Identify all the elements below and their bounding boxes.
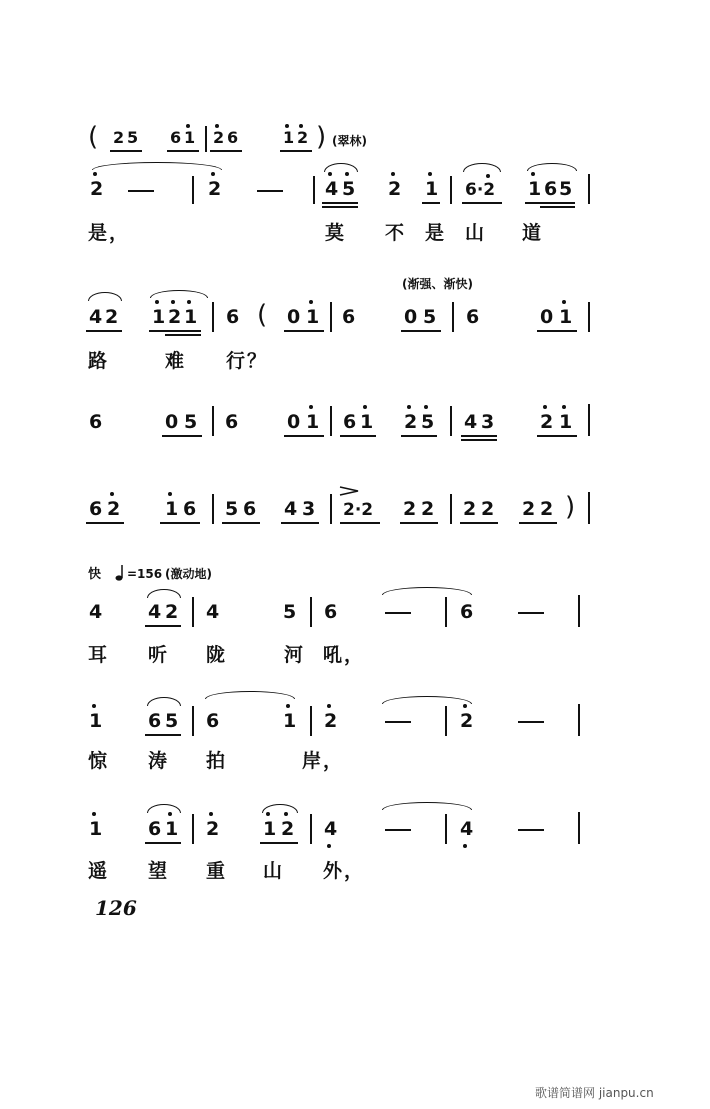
octave-dot bbox=[363, 405, 367, 409]
barline bbox=[192, 706, 194, 736]
octave-dot bbox=[424, 405, 428, 409]
note: 1 bbox=[184, 128, 196, 147]
barline bbox=[588, 492, 590, 524]
octave-dot bbox=[92, 704, 96, 708]
lyric: 吼， bbox=[323, 644, 366, 666]
note: 3 bbox=[481, 411, 495, 433]
underline bbox=[110, 150, 142, 152]
underline bbox=[525, 202, 575, 204]
note: 5 bbox=[421, 411, 435, 433]
underline bbox=[340, 522, 380, 524]
note: 6 bbox=[183, 498, 197, 520]
note: 4 bbox=[460, 818, 474, 840]
octave-dot bbox=[285, 124, 289, 128]
note: 2 bbox=[213, 128, 225, 147]
octave-dot bbox=[155, 300, 159, 304]
note: 6 bbox=[170, 128, 182, 147]
note: 6 bbox=[243, 498, 257, 520]
note: 1 bbox=[306, 306, 320, 328]
note: 2 bbox=[281, 818, 295, 840]
slur bbox=[147, 804, 181, 813]
octave-dot bbox=[299, 124, 303, 128]
note: 0 bbox=[540, 306, 554, 328]
lyric: 重 bbox=[206, 860, 228, 882]
note: 2 bbox=[540, 498, 554, 520]
note: 6 bbox=[227, 128, 239, 147]
note: 0 bbox=[287, 306, 301, 328]
low-octave-dot bbox=[463, 844, 467, 848]
lyric: 难 bbox=[165, 350, 187, 372]
octave-dot bbox=[309, 405, 313, 409]
slur bbox=[88, 292, 122, 301]
note: 1 bbox=[283, 128, 295, 147]
role-label: (翠林) bbox=[332, 134, 367, 148]
note: 1 bbox=[360, 411, 374, 433]
underline bbox=[460, 522, 498, 524]
octave-dot bbox=[327, 704, 331, 708]
underline bbox=[284, 330, 324, 332]
slur bbox=[262, 804, 298, 813]
underline bbox=[401, 435, 437, 437]
tie bbox=[150, 290, 208, 298]
octave-dot bbox=[562, 405, 566, 409]
tie bbox=[382, 587, 472, 595]
octave-dot bbox=[345, 172, 349, 176]
tie bbox=[92, 162, 222, 170]
underline bbox=[461, 439, 497, 441]
note: 5 bbox=[127, 128, 139, 147]
barline bbox=[212, 494, 214, 524]
note: 6 bbox=[544, 178, 558, 200]
octave-dot bbox=[328, 172, 332, 176]
barline bbox=[578, 595, 580, 627]
note: 4 bbox=[89, 601, 103, 623]
barline bbox=[313, 176, 315, 204]
lyric: 耳 bbox=[88, 644, 110, 666]
note: 2 bbox=[208, 178, 222, 200]
underline bbox=[165, 334, 201, 336]
octave-dot bbox=[428, 172, 432, 176]
note: 3 bbox=[302, 498, 316, 520]
octave-dot bbox=[309, 300, 313, 304]
octave-dot bbox=[92, 812, 96, 816]
octave-dot bbox=[531, 172, 535, 176]
underline bbox=[462, 202, 502, 204]
tie bbox=[382, 696, 472, 704]
barline bbox=[445, 597, 447, 627]
underline bbox=[401, 330, 441, 332]
note: 6·2 bbox=[465, 180, 496, 200]
slur bbox=[147, 697, 181, 706]
note: 1 bbox=[528, 178, 542, 200]
close-paren: ) bbox=[565, 492, 576, 522]
octave-dot bbox=[171, 300, 175, 304]
lyric: 惊 bbox=[88, 750, 110, 772]
octave-dot bbox=[93, 172, 97, 176]
barline bbox=[578, 812, 580, 844]
octave-dot bbox=[187, 300, 191, 304]
lyric: 山 bbox=[465, 222, 487, 244]
lyric: 岸， bbox=[302, 750, 345, 772]
underline bbox=[537, 435, 577, 437]
octave-dot bbox=[215, 124, 219, 128]
note: 1 bbox=[89, 818, 103, 840]
note: 6 bbox=[342, 306, 356, 328]
note: 1 bbox=[306, 411, 320, 433]
barline bbox=[212, 302, 214, 332]
octave-dot bbox=[543, 405, 547, 409]
close-paren: ) bbox=[316, 122, 327, 152]
tempo-value: =156 bbox=[127, 567, 163, 581]
page-number: 126 bbox=[95, 896, 137, 920]
lyric: 拍 bbox=[206, 750, 228, 772]
note: 5 bbox=[184, 411, 198, 433]
note: 2 bbox=[522, 498, 536, 520]
barline bbox=[450, 406, 452, 436]
lyric: 河 bbox=[284, 644, 306, 666]
barline bbox=[588, 174, 590, 204]
note: 6 bbox=[89, 498, 103, 520]
underline bbox=[461, 435, 497, 437]
underline bbox=[86, 522, 124, 524]
open-paren: ( bbox=[88, 122, 99, 152]
lyric: 莫 bbox=[325, 222, 347, 244]
note: 1 bbox=[165, 498, 179, 520]
note: 6 bbox=[343, 411, 357, 433]
slur bbox=[147, 589, 181, 598]
extension-dash bbox=[385, 829, 411, 831]
expression-label: (激动地) bbox=[165, 567, 212, 581]
underline bbox=[145, 734, 181, 736]
extension-dash bbox=[385, 721, 411, 723]
underline bbox=[145, 625, 181, 627]
underline bbox=[322, 202, 358, 204]
underline bbox=[519, 522, 557, 524]
underline bbox=[167, 150, 199, 152]
note: 6 bbox=[206, 710, 220, 732]
underline bbox=[145, 842, 181, 844]
note: 1 bbox=[263, 818, 277, 840]
lyric: 道 bbox=[522, 222, 544, 244]
extension-dash bbox=[518, 721, 544, 723]
barline bbox=[205, 126, 207, 152]
octave-dot bbox=[211, 172, 215, 176]
tempo-word: 快 bbox=[88, 567, 102, 582]
octave-dot bbox=[562, 300, 566, 304]
note: 2 bbox=[107, 498, 121, 520]
note: 5 bbox=[342, 178, 356, 200]
note: 2 bbox=[297, 128, 309, 147]
octave-dot bbox=[391, 172, 395, 176]
extension-dash bbox=[257, 190, 283, 192]
accent-mark bbox=[340, 486, 360, 496]
underline bbox=[260, 842, 298, 844]
note: 2 bbox=[388, 178, 402, 200]
note: 2 bbox=[206, 818, 220, 840]
note: 6 bbox=[324, 601, 338, 623]
underline bbox=[400, 522, 438, 524]
note: 6 bbox=[225, 411, 239, 433]
lyric: 听 bbox=[148, 644, 170, 666]
note: 6 bbox=[226, 306, 240, 328]
barline bbox=[212, 406, 214, 436]
low-octave-dot bbox=[327, 844, 331, 848]
lyric: 涛 bbox=[148, 750, 170, 772]
underline bbox=[149, 330, 201, 332]
underline bbox=[540, 206, 575, 208]
barline bbox=[452, 302, 454, 332]
octave-dot bbox=[209, 812, 213, 816]
octave-dot bbox=[110, 492, 114, 496]
barline bbox=[192, 176, 194, 204]
note: 4 bbox=[206, 601, 220, 623]
note: 2 bbox=[404, 411, 418, 433]
note: 2 bbox=[165, 601, 179, 623]
lyric: 是， bbox=[88, 222, 131, 244]
note: 4 bbox=[325, 178, 339, 200]
note: 4 bbox=[464, 411, 478, 433]
slur bbox=[463, 163, 501, 172]
slur bbox=[324, 163, 358, 172]
note: 2 bbox=[168, 306, 182, 328]
barline bbox=[445, 706, 447, 736]
note: 1 bbox=[559, 306, 573, 328]
note: 0 bbox=[165, 411, 179, 433]
barline bbox=[330, 494, 332, 524]
tie bbox=[382, 802, 472, 810]
extension-dash bbox=[518, 829, 544, 831]
note: 2 bbox=[463, 498, 477, 520]
octave-dot bbox=[286, 704, 290, 708]
underline bbox=[222, 522, 260, 524]
note: 1 bbox=[184, 306, 198, 328]
tie bbox=[205, 691, 295, 699]
note: 2 bbox=[481, 498, 495, 520]
lyric: 行？ bbox=[226, 350, 269, 372]
watermark: 歌谱简谱网 jianpu.cn bbox=[535, 1086, 654, 1100]
note: 4 bbox=[148, 601, 162, 623]
octave-dot bbox=[168, 492, 172, 496]
note: 6 bbox=[148, 710, 162, 732]
lyric: 外， bbox=[323, 860, 366, 882]
underline bbox=[340, 435, 376, 437]
note: 1 bbox=[89, 710, 103, 732]
lyric: 遥 bbox=[88, 860, 110, 882]
barline bbox=[192, 597, 194, 627]
underline bbox=[86, 330, 122, 332]
barline bbox=[192, 814, 194, 844]
note: 5 bbox=[225, 498, 239, 520]
barline bbox=[310, 706, 312, 736]
note: 1 bbox=[425, 178, 439, 200]
underline bbox=[322, 206, 358, 208]
barline bbox=[450, 176, 452, 204]
lyric: 不 bbox=[385, 222, 407, 244]
note: 2 bbox=[460, 710, 474, 732]
barline bbox=[445, 814, 447, 844]
note: 6 bbox=[466, 306, 480, 328]
note: 2 bbox=[105, 306, 119, 328]
barline bbox=[588, 404, 590, 436]
octave-dot bbox=[463, 704, 467, 708]
underline bbox=[160, 522, 200, 524]
note: 2 bbox=[90, 178, 104, 200]
lyric: 是 bbox=[425, 222, 447, 244]
note: 6 bbox=[89, 411, 103, 433]
note: 2 bbox=[540, 411, 554, 433]
dynamics-label: (渐强、渐快) bbox=[402, 277, 473, 291]
underline bbox=[281, 522, 319, 524]
note: 5 bbox=[165, 710, 179, 732]
extension-dash bbox=[385, 612, 411, 614]
note: 2 bbox=[324, 710, 338, 732]
underline bbox=[210, 150, 242, 152]
note: 6 bbox=[148, 818, 162, 840]
extension-dash bbox=[128, 190, 154, 192]
note: 0 bbox=[287, 411, 301, 433]
note: 2 bbox=[113, 128, 125, 147]
quarter-note-icon bbox=[115, 564, 125, 582]
lyric: 陇 bbox=[206, 644, 228, 666]
note: 6 bbox=[460, 601, 474, 623]
barline bbox=[330, 406, 332, 436]
barline bbox=[588, 302, 590, 332]
underline bbox=[537, 330, 577, 332]
note: 4 bbox=[284, 498, 298, 520]
barline bbox=[310, 597, 312, 627]
underline bbox=[422, 202, 440, 204]
note: 5 bbox=[423, 306, 437, 328]
note: 1 bbox=[152, 306, 166, 328]
octave-dot bbox=[486, 174, 490, 178]
extension-dash bbox=[518, 612, 544, 614]
barline bbox=[330, 302, 332, 332]
underline bbox=[280, 150, 312, 152]
lyric: 山 bbox=[263, 860, 285, 882]
note: 2 bbox=[421, 498, 435, 520]
note: 5 bbox=[559, 178, 573, 200]
lyric: 望 bbox=[148, 860, 170, 882]
note: 0 bbox=[404, 306, 418, 328]
octave-dot bbox=[186, 124, 190, 128]
note: 2·2 bbox=[343, 500, 374, 520]
open-paren: ( bbox=[257, 300, 268, 330]
note: 4 bbox=[324, 818, 338, 840]
note: 1 bbox=[283, 710, 297, 732]
note: 4 bbox=[89, 306, 103, 328]
barline bbox=[450, 494, 452, 524]
note: 2 bbox=[403, 498, 417, 520]
octave-dot bbox=[407, 405, 411, 409]
note: 1 bbox=[559, 411, 573, 433]
lyric: 路 bbox=[88, 350, 110, 372]
underline bbox=[162, 435, 202, 437]
underline bbox=[284, 435, 324, 437]
note: 5 bbox=[283, 601, 297, 623]
note: 1 bbox=[165, 818, 179, 840]
barline bbox=[310, 814, 312, 844]
tie bbox=[527, 163, 577, 171]
barline bbox=[578, 704, 580, 736]
